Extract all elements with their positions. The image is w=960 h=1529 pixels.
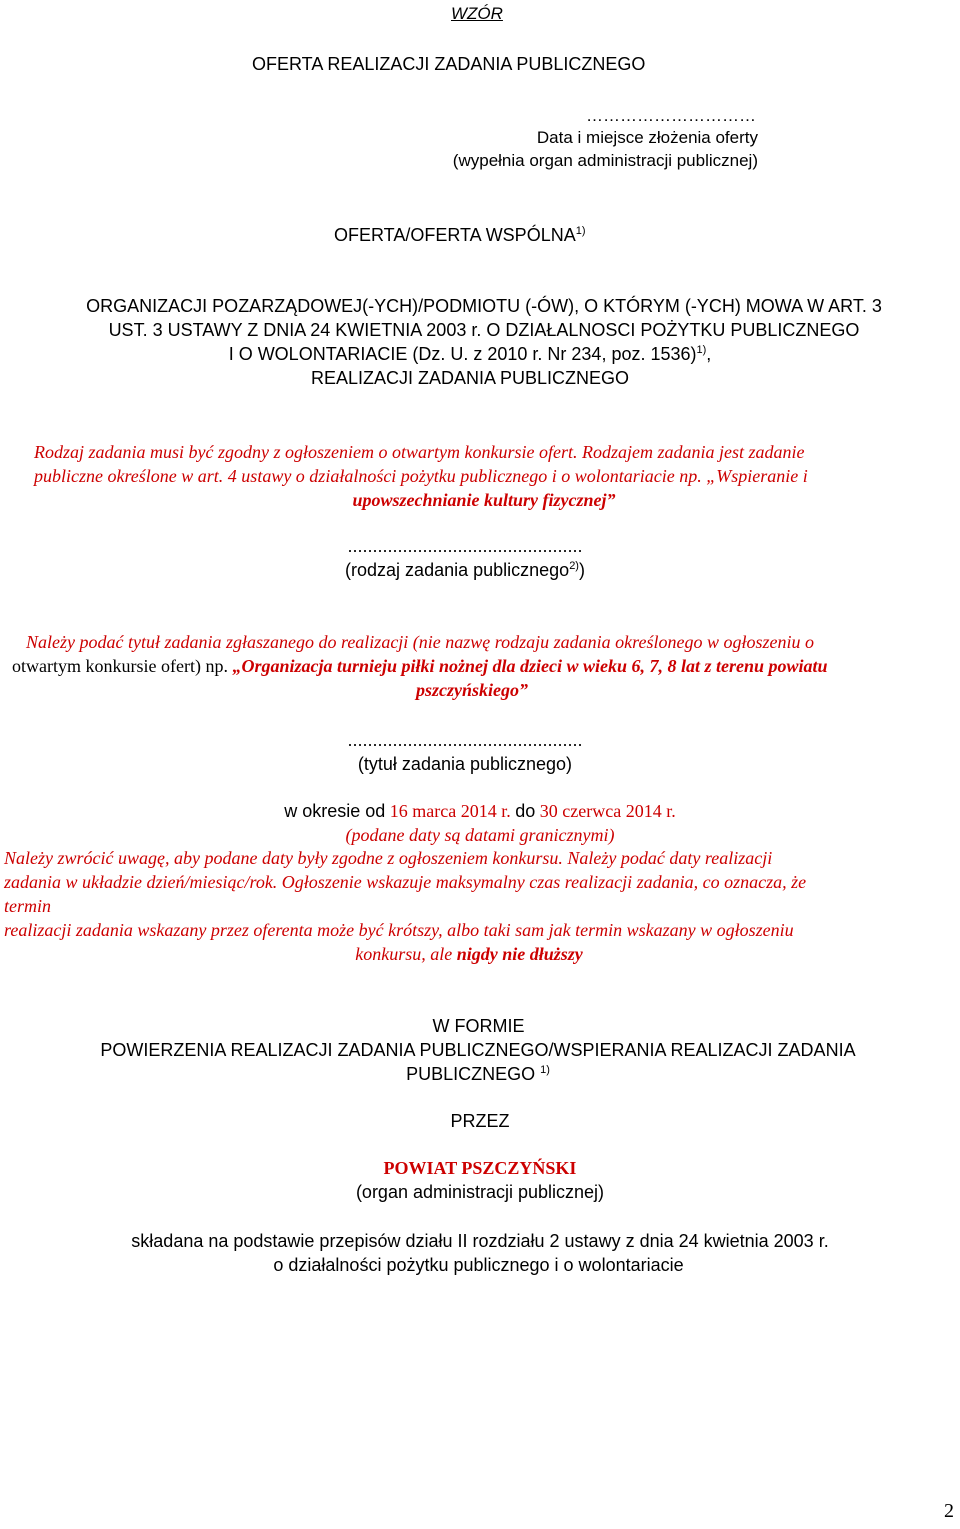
organization-line-3: I O WOLONTARIACIE (Dz. U. z 2010 r. Nr 234, poz. 1536)$^{1)}$, xyxy=(228,344,712,364)
authority-name: POWIAT PSZCZYŃSKI xyxy=(383,1158,577,1178)
task-title-dots: ............................................... xyxy=(347,730,583,750)
offer-type: OFERTA/OFERTA WSPÓLNA$^{1)}$ xyxy=(334,225,586,245)
period-explanation xyxy=(4,846,954,966)
task-title-block xyxy=(0,728,960,776)
task-type-note xyxy=(34,440,954,512)
task-type-label: (rodzaj zadania publicznego$^{2)}$) xyxy=(345,560,585,580)
form-line-2: POWIERZENIA REALIZACJI ZADANIA PUBLICZNEGO/WSPIERANIA REALIZACJI ZADANIA xyxy=(100,1040,856,1060)
period-block xyxy=(0,799,960,847)
date-dots: ………………………… xyxy=(586,106,756,125)
organization-line-2: UST. 3 USTAWY Z DNIA 24 KWIETNIA 2003 r. O DZIAŁALNOSCI POŻYTKU PUBLICZNEGO xyxy=(108,320,860,340)
period-from: 16 marca 2014 r. xyxy=(389,801,511,821)
by-label: PRZEZ xyxy=(450,1111,510,1131)
date-place-label: Data i miejsce złożenia oferty xyxy=(536,128,758,147)
legal-basis-line-2: o działalności pożytku publicznego i o wolontariacie xyxy=(273,1255,684,1275)
period-explanation-line-4: realizacji zadania wskazany przez oferenta może być krótszy, albo taki sam jak termin wskazany w ogłoszeniu xyxy=(4,920,794,940)
form-line-3: PUBLICZNEGO $^{1)}$ xyxy=(406,1064,550,1084)
period-line: w okresie od 16 marca 2014 r. do 30 czerwca 2014 r. xyxy=(284,801,676,821)
task-type-note-line-2: publiczne określone w art. 4 ustawy o działalności pożytku publicznego i o wolontariacie np. „Wspieranie i xyxy=(34,466,808,486)
organization-line-4: REALIZACJI ZADANIA PUBLICZNEGO xyxy=(310,368,630,388)
task-title-note-line-2: otwartym konkursie ofert) np. „Organizacja turnieju piłki nożnej dla dzieci w wieku 6, 7, 8 lat z terenu powiatu xyxy=(12,656,828,676)
period-explanation-line-3: termin xyxy=(4,896,51,916)
organization-block xyxy=(0,294,960,390)
task-title-label: (tytuł zadania publicznego) xyxy=(357,754,573,774)
template-label: WZÓR xyxy=(451,4,503,23)
task-title-note-line-3: pszczyńskiego” xyxy=(416,680,528,700)
offer-title: OFERTA REALIZACJI ZADANIA PUBLICZNEGO xyxy=(252,54,646,74)
period-note: (podane daty są datami granicznymi) xyxy=(345,825,615,845)
form-block xyxy=(0,1014,960,1086)
page-number: 2 xyxy=(944,1500,954,1522)
task-type-block xyxy=(0,534,960,582)
period-explanation-line-1: Należy zwrócić uwagę, aby podane daty były zgodne z ogłoszeniem konkursu. Należy podać daty realizacji xyxy=(4,848,773,868)
legal-basis xyxy=(0,1229,960,1277)
form-line-1: W FORMIE xyxy=(432,1016,525,1036)
legal-basis-line-1: składana na podstawie przepisów działu II rozdziału 2 ustawy z dnia 24 kwietnia 2003 r. xyxy=(131,1231,829,1251)
period-explanation-line-2: zadania w układzie dzień/miesiąc/rok. Ogłoszenie wskazuje maksymalny czas realizacji zadania, co oznacza, że xyxy=(4,872,807,892)
authority-caption: (organ administracji publicznej) xyxy=(355,1182,605,1202)
period-explanation-line-5: konkursu, ale nigdy nie dłuższy xyxy=(355,944,583,964)
task-type-note-line-3: upowszechnianie kultury fizycznej” xyxy=(352,490,616,510)
task-type-note-line-1: Rodzaj zadania musi być zgodny z ogłoszeniem o otwartym konkursie ofert. Rodzajem zadania jest zadanie xyxy=(34,442,805,462)
task-title-note xyxy=(12,630,952,702)
task-type-dots: ............................................... xyxy=(347,536,583,556)
organization-line-1: ORGANIZACJI POZARZĄDOWEJ(-YCH)/PODMIOTU (-ÓW), O KTÓRYM (-YCH) MOWA W ART. 3 xyxy=(86,296,882,316)
period-to: 30 czerwca 2014 r. xyxy=(539,801,676,821)
date-place-caption: (wypełnia organ administracji publicznej) xyxy=(452,151,758,170)
task-title-note-line-1: Należy podać tytuł zadania zgłaszanego do realizacji (nie nazwę rodzaju zadania określonego w ogłoszeniu o xyxy=(26,632,814,652)
